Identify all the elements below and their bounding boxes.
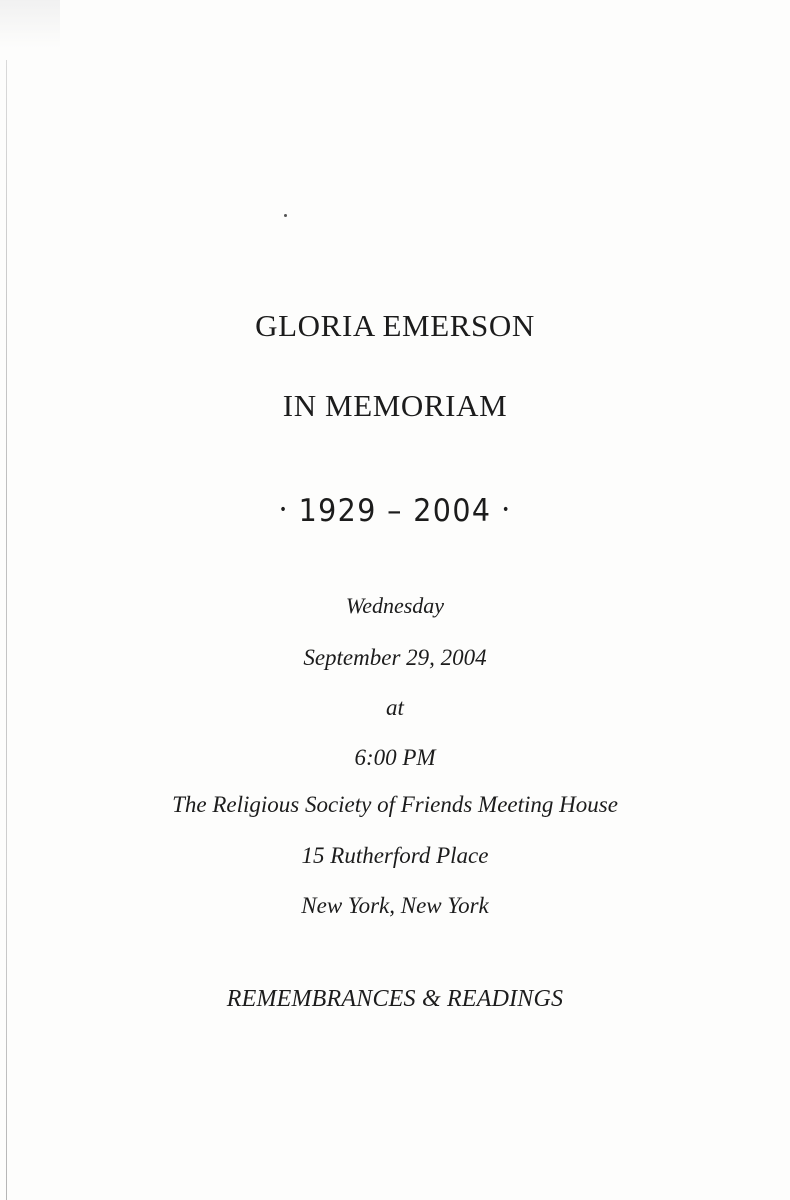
service-day: Wednesday — [345, 593, 445, 618]
bullet-right-icon: • — [501, 501, 511, 518]
service-venue: The Religious Society of Friends Meeting House — [172, 792, 618, 817]
service-time: 6:00 PM — [354, 745, 436, 770]
scan-speck — [284, 214, 287, 217]
service-date: September 29, 2004 — [303, 645, 487, 670]
memoriam-heading: IN MEMORIAM — [282, 388, 508, 423]
life-years — [32, 493, 759, 529]
service-at: at — [386, 695, 404, 720]
page-fold-edge — [6, 60, 7, 1200]
program-closing-title: REMEMBRANCES & READINGS — [226, 986, 564, 1012]
life-years-text: 1929 – 2004 — [298, 493, 492, 529]
honoree-name: GLORIA EMERSON — [255, 308, 535, 343]
venue-address: 15 Rutherford Place — [301, 843, 489, 868]
bullet-left-icon: • — [279, 501, 289, 518]
scan-smudge — [0, 0, 60, 48]
venue-city: New York, New York — [301, 893, 489, 918]
